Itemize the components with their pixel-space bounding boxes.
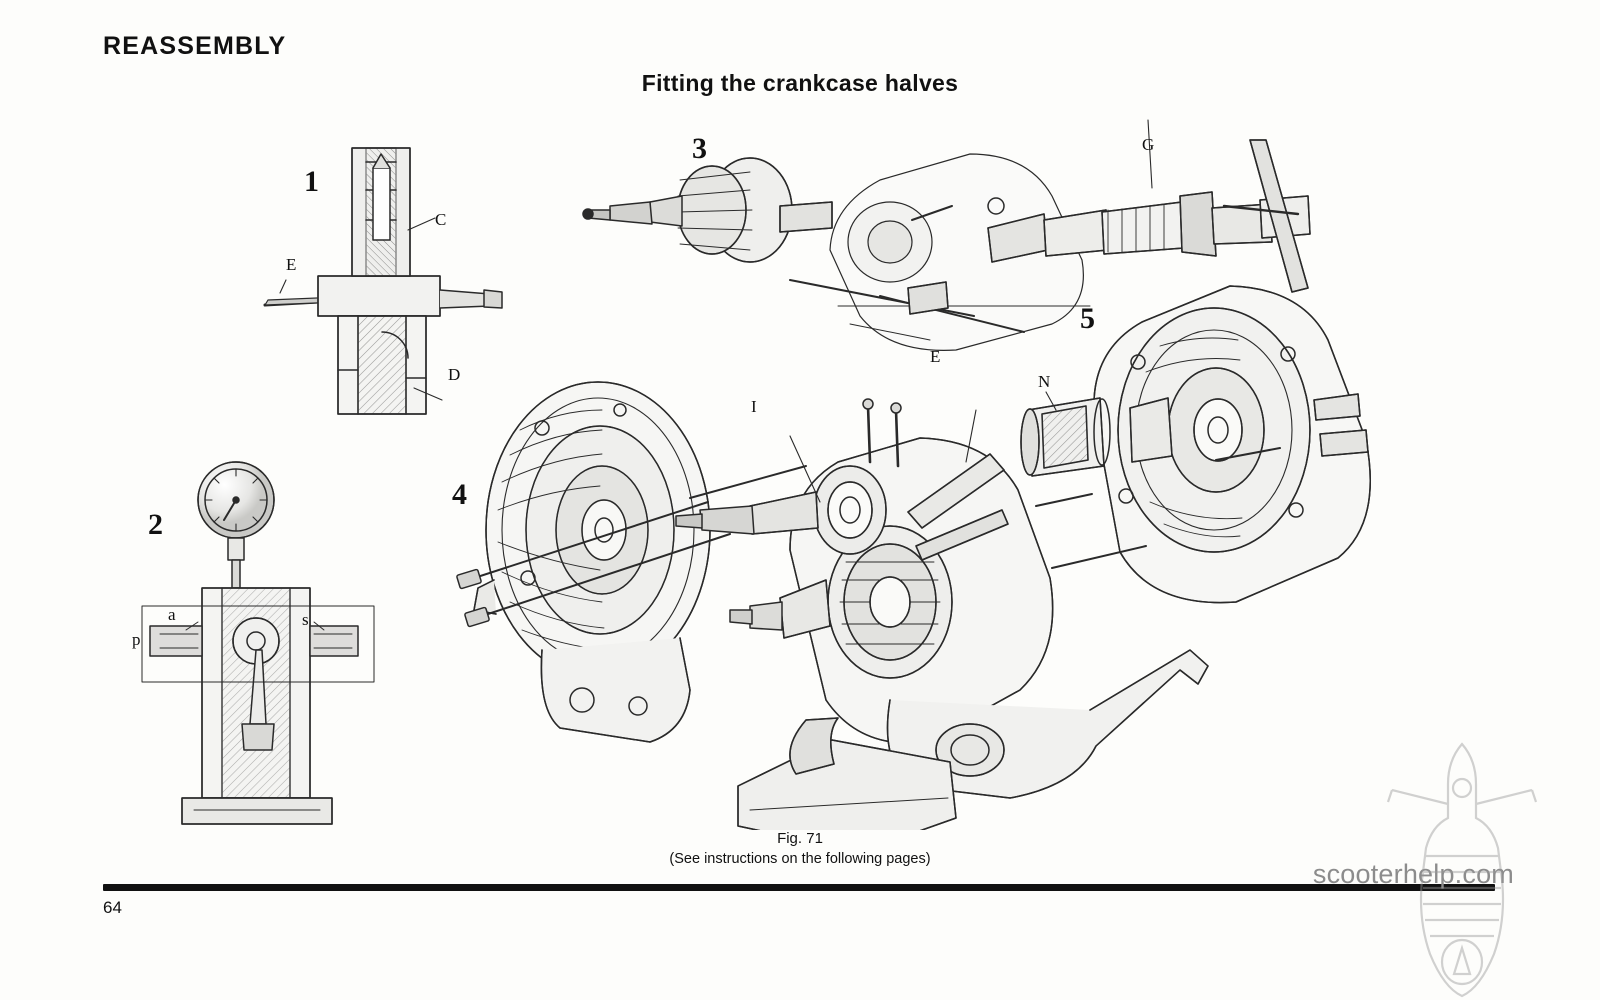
page-title: REASSEMBLY [103, 32, 287, 60]
step-number-5: 5 [1080, 302, 1095, 335]
callout-g: G [1142, 135, 1155, 154]
figure-heading: Fitting the crankcase halves [641, 70, 959, 96]
step-number-2: 2 [148, 508, 163, 541]
callout-c: C [435, 210, 447, 229]
callout-i: I [751, 397, 757, 416]
step-number-4: 4 [452, 478, 467, 511]
footer-rule [103, 884, 1495, 891]
callout-e-1: E [286, 255, 297, 274]
detail-1-press-tool [265, 148, 502, 414]
technical-drawing [90, 110, 1510, 830]
callout-d: D [448, 365, 461, 384]
detail-2-dial-gauge-stand [142, 462, 374, 824]
detail-5-bearing-ring [1021, 286, 1370, 603]
step-number-3: 3 [692, 132, 707, 165]
figure-number: Fig. 71 [777, 830, 823, 847]
watermark-logo [1352, 730, 1572, 1000]
page-number: 64 [103, 898, 122, 917]
vespa-scooter-logo [1352, 730, 1572, 1000]
callout-n: N [1038, 372, 1051, 391]
figure-illustration [90, 110, 1510, 830]
step-number-1: 1 [304, 165, 319, 198]
watermark-text: scooterhelp.com [1312, 859, 1514, 889]
figure-note: (See instructions on the following pages) [669, 851, 931, 867]
callout-a: a [168, 605, 176, 624]
callout-e-2: E [930, 347, 941, 366]
callout-p: p [132, 630, 141, 649]
callout-s: s [302, 610, 309, 629]
